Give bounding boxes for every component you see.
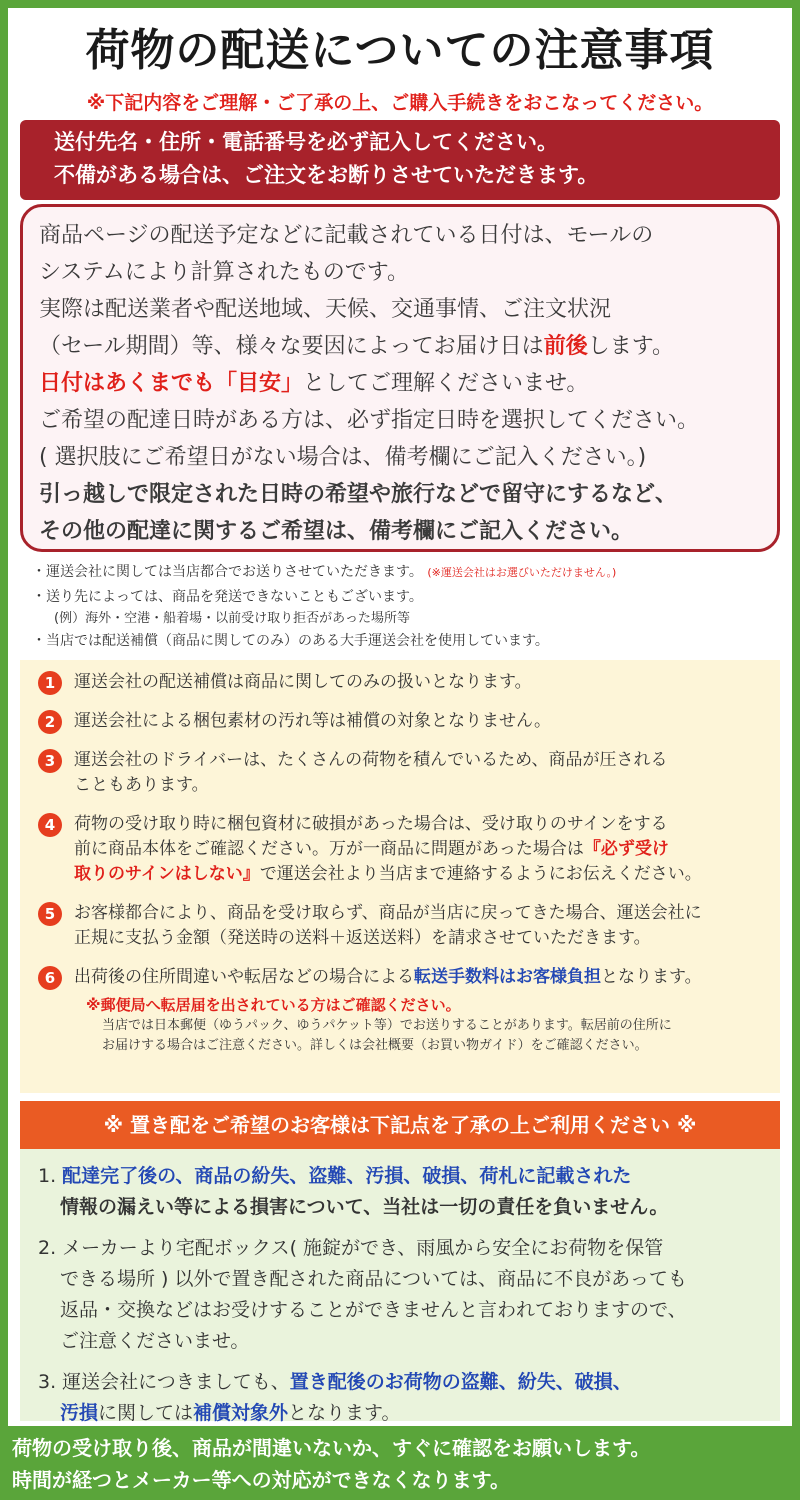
numbered-note <box>38 709 780 734</box>
note-text: 正規に支払う金額（発送時の送料＋返送送料）を請求させていただきます。 <box>74 928 651 948</box>
note-text <box>74 862 780 887</box>
required-info-banner <box>20 120 780 200</box>
required-info-line-1: 送付先名・住所・電話番号を必ず記入してください。 <box>54 130 558 154</box>
note-text-part: となります。 <box>601 967 702 987</box>
emphasis-text: 配達完了後の、商品の紛失、盗難、汚損、破損、荷札に記載された <box>62 1165 632 1187</box>
number-badge: 6 <box>38 966 62 990</box>
emphasis-text: 補償対象外 <box>193 1402 289 1424</box>
okihai-text: となります。 <box>288 1402 401 1424</box>
okihai-header: ※ 置き配をご希望のお客様は下記点を了承の上ご利用ください ※ <box>20 1101 780 1149</box>
number-badge: 3 <box>38 749 62 773</box>
bullet-note: (※運送会社はお選びいただけません。) <box>427 566 617 579</box>
note-text <box>74 837 780 862</box>
info-line: システムにより計算されたものです。 <box>39 260 410 285</box>
numbered-note <box>38 965 780 990</box>
delivery-date-info-box <box>20 204 780 552</box>
note-text-part: 出荷後の住所間違いや転居などの場合による <box>74 967 414 987</box>
okihai-item-cont: 情報の漏えい等による損害について、当社は一切の責任を負いません。 <box>60 1196 669 1218</box>
okihai-item-cont: ご注意くださいませ。 <box>60 1330 250 1352</box>
info-line: 実際は配送業者や配送地域、天候、交通事情、ご注文状況 <box>39 297 612 322</box>
bullet-text: ・運送会社に関しては当店都合でお送りさせていただきます。 <box>32 564 423 580</box>
okihai-item-cont <box>38 1398 780 1429</box>
emphasis-text: 日付はあくまでも「目安」 <box>39 371 304 396</box>
footer-line-2: 時間が経つとメーカー等への対応ができなくなります。 <box>12 1468 510 1492</box>
note-text: お客様都合により、商品を受け取らず、商品が当店に戻ってきた場合、運送会社に <box>74 903 702 923</box>
page-title: 荷物の配送についての注意事項 <box>85 25 715 76</box>
bullet-subitem: (例）海外・空港・船着場・以前受け取り拒否があった場所等 <box>54 611 410 626</box>
number-badge: 4 <box>38 813 62 837</box>
info-line: ( 選択肢にご希望日がない場合は、備考欄にご記入ください。) <box>39 445 647 470</box>
post-office-detail: お届けする場合はご注意ください。詳しくは会社概要（お買い物ガイド）をご確認ください。 <box>102 1038 648 1053</box>
okihai-terms-box <box>20 1149 780 1424</box>
info-line: 商品ページの配送予定などに記載されている日付は、モールの <box>39 223 654 248</box>
spacer <box>38 1223 780 1233</box>
okihai-item: 2. メーカーより宅配ボックス( 施錠ができ、雨風から安全にお荷物を保管 <box>38 1237 664 1259</box>
okihai-item-cont: できる場所 ) 以外で置き配された商品については、商品に不良があっても <box>60 1268 687 1290</box>
number-badge: 5 <box>38 902 62 926</box>
post-office-detail: 当店では日本郵便（ゆうパック、ゆうパケット等）でお送りすることがあります。転居前の住所に <box>102 1018 672 1033</box>
info-text: します。 <box>587 334 674 359</box>
footer-message <box>12 1432 796 1496</box>
bullet-item <box>32 560 782 585</box>
note-text: 荷物の受け取り時に梱包資材に破損があった場合は、受け取りのサインをする <box>74 814 668 834</box>
number-badge: 2 <box>38 710 62 734</box>
note-text: こともあります。 <box>74 775 209 795</box>
emphasis-text: 汚損 <box>60 1402 99 1424</box>
okihai-item <box>38 1161 780 1192</box>
okihai-text: に関しては <box>98 1402 194 1424</box>
info-line-highlight: その他の配達に関するご希望は、備考欄にご記入ください。 <box>39 519 634 544</box>
number-badge: 1 <box>38 671 62 695</box>
spacer <box>38 1357 780 1367</box>
post-office-note: ※郵便局へ転居届を出されている方はご確認ください。 <box>86 996 461 1014</box>
numbered-note <box>38 812 780 887</box>
numbered-note <box>38 901 780 951</box>
okihai-number: 1. <box>38 1165 63 1187</box>
emphasis-text: 取りのサインはしない』 <box>74 864 260 884</box>
info-text: （セール期間）等、様々な要因によってお届け日は <box>39 334 544 359</box>
info-line <box>39 365 777 402</box>
numbered-note <box>38 748 780 798</box>
required-info-line-2: 不備がある場合は、ご注文をお断りさせていただきます。 <box>54 163 599 187</box>
emphasis-text: 前後 <box>543 334 588 359</box>
info-line: ご希望の配達日時がある方は、必ず指定日時を選択してください。 <box>39 408 700 433</box>
okihai-text: 3. 運送会社につきましても、 <box>38 1371 290 1393</box>
agreement-note: ※下記内容をご理解・ご了承の上、ご購入手続きをおこなってください。 <box>86 92 714 114</box>
carrier-notes-box <box>20 660 780 1093</box>
info-line-highlight: 引っ越しで限定された日時の希望や旅行などで留守にするなど、 <box>39 482 678 507</box>
note-text-part: 前に商品本体をご確認ください。万が一商品に問題があった場合は <box>74 839 584 859</box>
note-text-part: で運送会社より当店まで連絡するようにお伝えください。 <box>259 864 702 884</box>
bullet-item: ・当店では配送補償（商品に関してのみ）のある大手運送会社を使用しています。 <box>32 633 549 649</box>
emphasis-text: 『必ず受け <box>583 839 669 859</box>
shipping-bullets <box>32 560 782 653</box>
note-text: 運送会社のドライバーは、たくさんの荷物を積んでいるため、商品が圧される <box>74 750 668 770</box>
note-text <box>74 965 780 990</box>
bullet-item: ・送り先によっては、商品を発送できないこともございます。 <box>32 589 423 605</box>
info-text: としてご理解くださいませ。 <box>303 371 589 396</box>
emphasis-text: 置き配後のお荷物の盗難、紛失、破損、 <box>289 1371 632 1393</box>
note-text: 運送会社による梱包素材の汚れ等は補償の対象となりません。 <box>74 711 552 731</box>
okihai-item-cont: 返品・交換などはお受けすることができませんと言われておりますので、 <box>60 1299 687 1321</box>
okihai-item <box>38 1367 780 1398</box>
notice-panel <box>8 8 792 1426</box>
emphasis-text: 転送手数料はお客様負担 <box>414 967 601 987</box>
info-line <box>39 328 777 365</box>
footer-line-1: 荷物の受け取り後、商品が間違いないか、すぐに確認をお願いします。 <box>12 1436 651 1460</box>
note-text: 運送会社の配送補償は商品に関してのみの扱いとなります。 <box>74 672 532 692</box>
numbered-note <box>38 670 780 695</box>
